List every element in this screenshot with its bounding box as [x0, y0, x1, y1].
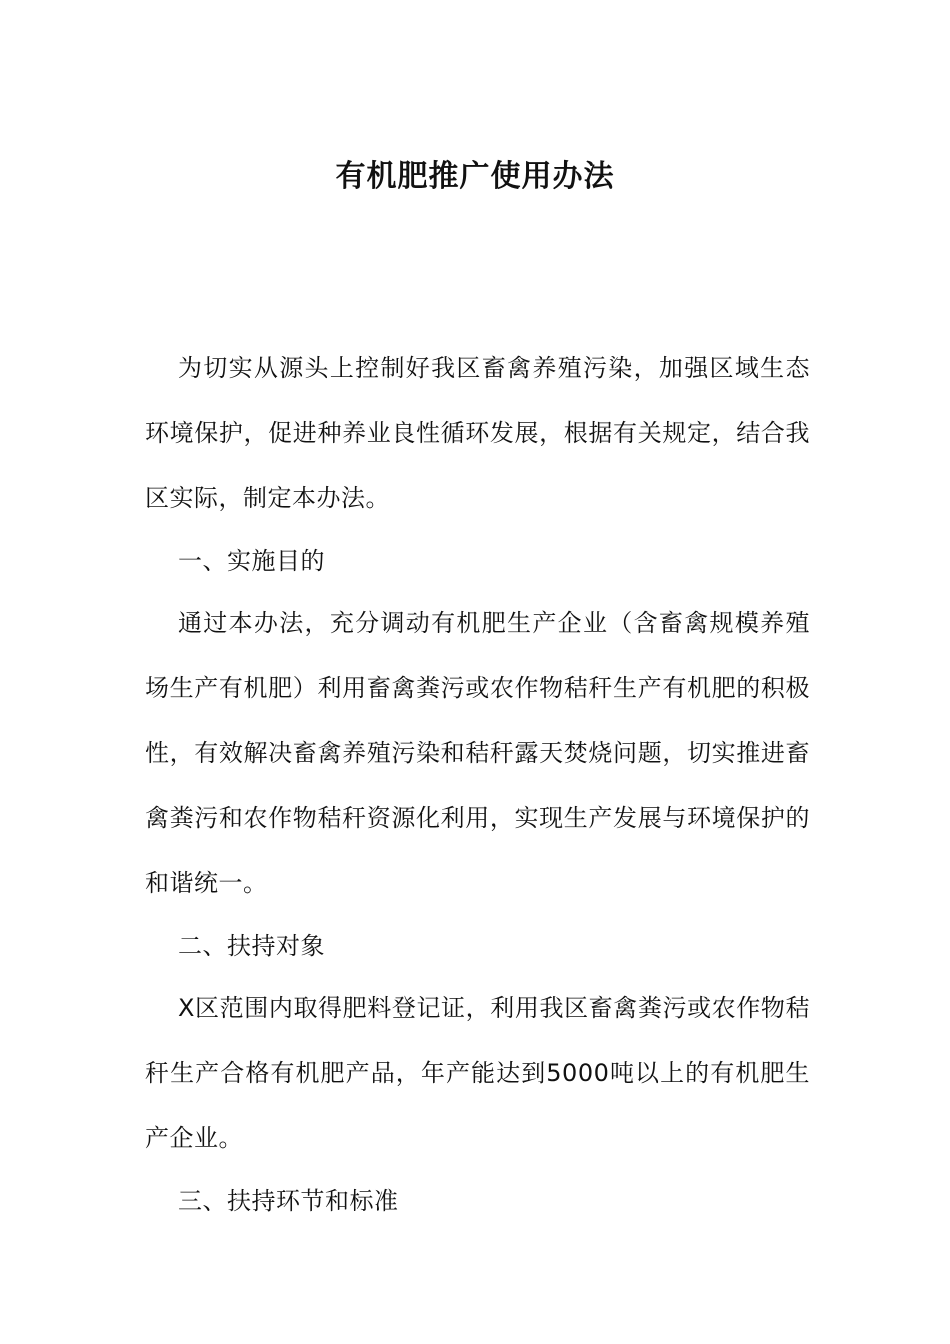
section-paragraph-purpose: 通过本办法，充分调动有机肥生产企业（含畜禽规模养殖场生产有机肥）利用畜禽粪污或农作物秸秆生产有机肥的积极性，有效解决畜禽养殖污染和秸秆露天焚烧问题，切实推进畜禽粪污和农作物秸秆资源化利用，实现生产发展与环境保护的和谐统一。	[145, 609, 810, 897]
intro-paragraph: 为切实从源头上控制好我区畜禽养殖污染，加强区域生态环境保护，促进种养业良性循环发展，根据有关规定，结合我区实际，制定本办法。	[145, 354, 810, 512]
section-heading-purpose: 一、实施目的	[178, 547, 325, 575]
document-body	[145, 336, 810, 1231]
section-heading-target: 二、扶持对象	[178, 932, 325, 960]
document-title: 有机肥推广使用办法	[335, 159, 615, 194]
section-heading-standards: 三、扶持环节和标准	[178, 1187, 399, 1215]
section-paragraph-target: X区范围内取得肥料登记证，利用我区畜禽粪污或农作物秸秆生产合格有机肥产品，年产能达到5000吨以上的有机肥生产企业。	[145, 994, 810, 1152]
